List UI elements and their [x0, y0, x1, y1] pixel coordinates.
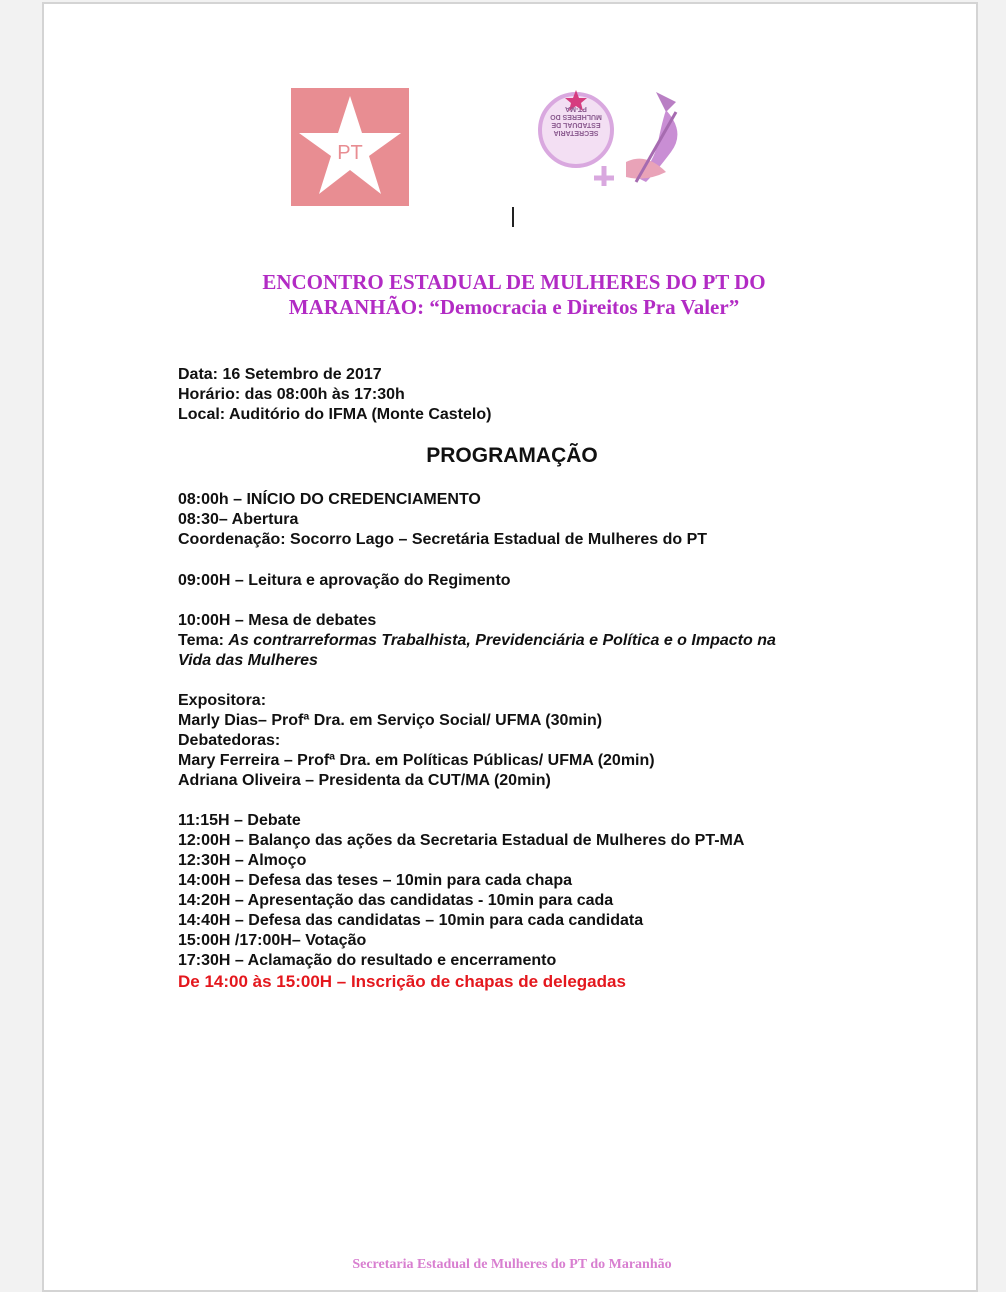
tema-line — [178, 631, 776, 651]
schedule-item: 12:30H – Almoço — [178, 852, 307, 869]
expositora-label: Expositora: — [178, 692, 267, 709]
schedule-item: 14:00H – Defesa das teses – 10min para cada chapa — [178, 872, 572, 889]
schedule-item: 12:00H – Balanço das ações da Secretaria Estadual de Mulheres do PT-MA — [178, 832, 745, 849]
document-title — [134, 270, 894, 320]
debatedoras-label: Debatedoras: — [178, 732, 281, 749]
program-item: 09:00H – Leitura e aprovação do Regimento — [178, 572, 511, 589]
expositora: Marly Dias– Profª Dra. em Serviço Social/ UFMA (30min) — [178, 712, 603, 729]
tema-text-2: Vida das Mulheres — [178, 652, 318, 669]
schedule-item: 17:30H – Aclamação do resultado e encerramento — [178, 952, 557, 969]
event-place: Local: Auditório do IFMA (Monte Castelo) — [178, 406, 492, 423]
text-cursor — [512, 207, 514, 227]
event-date: Data: 16 Setembro de 2017 — [178, 366, 382, 383]
debatedora: Adriana Oliveira – Presidenta da CUT/MA (20min) — [178, 772, 551, 789]
pt-logo — [291, 88, 409, 206]
schedule-item: 14:20H – Apresentação das candidatas - 10min para cada — [178, 892, 614, 909]
program-item: Coordenação: Socorro Lago – Secretária Estadual de Mulheres do PT — [178, 531, 708, 548]
secretaria-logo-text: SECRETARIA ESTADUAL DE MULHERES DO PT-MA — [550, 105, 602, 136]
women-symbol-icon — [526, 82, 706, 200]
title-line-2: MARANHÃO: “Democracia e Direitos Pra Valer” — [288, 295, 740, 319]
program-item: 08:30– Abertura — [178, 511, 299, 528]
secretaria-logo — [526, 82, 706, 200]
footer-text: Secretaria Estadual de Mulheres do PT do Maranhão — [352, 1257, 672, 1272]
program-item: 10:00H – Mesa de debates — [178, 612, 377, 629]
registration-highlight: De 14:00 às 15:00H – Inscrição de chapas de delegadas — [178, 972, 626, 991]
event-time: Horário: das 08:00h às 17:30h — [178, 386, 405, 403]
pt-star-icon — [291, 88, 409, 206]
tema-label: Tema: — [178, 632, 229, 649]
title-line-1: ENCONTRO ESTADUAL DE MULHERES DO PT DO — [262, 270, 766, 294]
schedule-item: 14:40H – Defesa das candidatas – 10min para cada candidata — [178, 912, 644, 929]
program-heading: PROGRAMAÇÃO — [426, 444, 598, 467]
tema-text: As contrarreformas Trabalhista, Previdenciária e Política e o Impacto na — [228, 632, 776, 649]
pt-logo-text: PT — [337, 142, 363, 164]
program-item: 08:00h – INÍCIO DO CREDENCIAMENTO — [178, 491, 481, 508]
schedule-item: 11:15H – Debate — [178, 812, 301, 829]
debatedora: Mary Ferreira – Profª Dra. em Políticas Públicas/ UFMA (20min) — [178, 752, 655, 769]
tema-line-2 — [178, 651, 318, 671]
document-page — [42, 2, 978, 1292]
schedule-item: 15:00H /17:00H– Votação — [178, 932, 367, 949]
